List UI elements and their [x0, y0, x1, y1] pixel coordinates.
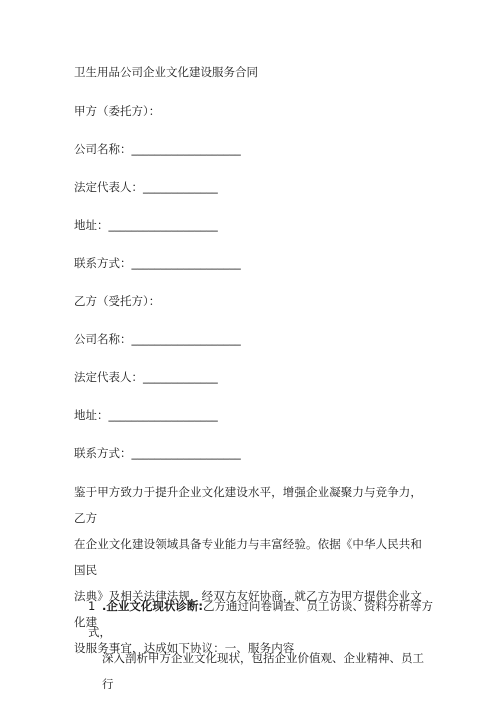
party-a-address-field: 地址：___________________: [74, 218, 218, 232]
service-item-1: [88, 593, 433, 697]
party-b-contact-field: 联系方式：___________________: [74, 446, 241, 460]
service-item-first-line: [88, 593, 433, 645]
preamble-line: 鉴于甲方致力于提升企业文化建设水平，增强企业凝聚力与竞争力，乙方: [74, 485, 422, 525]
party-a-company-field: 公司名称：___________________: [74, 142, 241, 156]
party-a-contact-field: 联系方式：___________________: [74, 256, 241, 270]
party-b-address-field: 地址：___________________: [74, 408, 218, 422]
party-a-representative-field: 法定代表人：_____________: [74, 180, 218, 194]
preamble-line: 法典》及相关法律法规，经双方友好协商，就乙方为甲方提供企业文化建: [74, 589, 422, 629]
party-b-representative-field: 法定代表人：_____________: [74, 370, 218, 384]
item-title: .企业文化现状诊断:: [102, 599, 203, 613]
item-text-continuation: 深入剖析甲方企业文化现状，包括企业价值观、企业精神、员工行: [102, 651, 424, 691]
item-text: 乙方通过问卷调查、员工访谈、资料分析等方式，: [88, 599, 433, 639]
contract-title: 卫生用品公司企业文化建设服务合同: [74, 65, 258, 79]
preamble-line: 设服务事宜，达成如下协议：一、服务内容: [74, 641, 295, 655]
item-number: 1: [88, 599, 96, 613]
party-b-heading: 乙方（受托方）：: [74, 294, 161, 308]
preamble-line: 在企业文化建设领域具备专业能力与丰富经验。依据《中华人民共和国民: [74, 537, 422, 577]
party-a-heading: 甲方（委托方）：: [74, 104, 161, 118]
party-b-company-field: 公司名称：___________________: [74, 332, 241, 346]
